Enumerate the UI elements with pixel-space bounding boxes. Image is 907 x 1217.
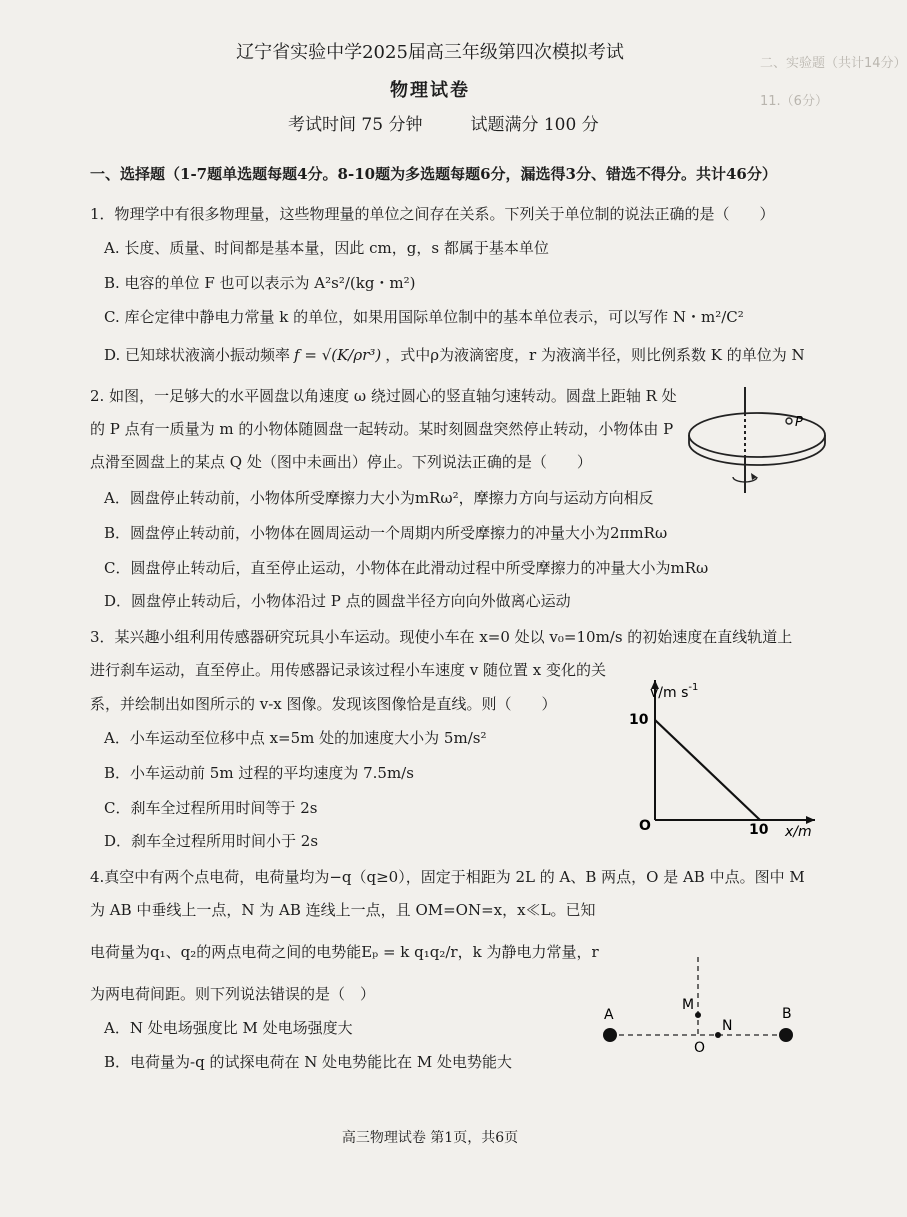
q2-option-a: A．圆盘停止转动前，小物体所受摩擦力大小为mRω²，摩擦力方向与运动方向相反 xyxy=(104,489,654,507)
label-m: M xyxy=(682,997,695,1013)
q2-line-1: 2. 如图，一足够大的水平圆盘以角速度 ω 绕过圆心的竖直轴匀速转动。圆盘上距轴 R 处 xyxy=(90,387,677,405)
q2-line-2: 的 P 点有一质量为 m 的小物体随圆盘一起转动。某时刻圆盘突然停止转动，小物体由 P xyxy=(90,420,674,438)
section-heading: 一、选择题（1-7题单选题每题4分。8-10题为多选题每题6分，漏选得3分、错选不得分。共计46分） xyxy=(90,165,777,183)
q1-stem: 1．物理学中有很多物理量，这些物理量的单位之间存在关系。下列关于单位制的说法正确的是（ ） xyxy=(90,205,775,223)
x-axis-label: x/m xyxy=(785,824,812,840)
q3-line-2: 进行刹车运动，直至停止。用传感器记录该过程小车速度 v 随位置 x 变化的关 xyxy=(90,661,607,679)
y-axis-label: v/m $s^{-1}$ xyxy=(650,682,699,701)
q1-option-d-pre: D. 已知球状液滴小振动频率 xyxy=(104,346,291,364)
exam-title: 辽宁省实验中学2025届高三年级第四次模拟考试 xyxy=(236,42,624,63)
disk-ellipse xyxy=(689,413,825,457)
q4-line-3: 电荷量为q₁、q₂的两点电荷之间的电势能Eₚ = k q₁q₂/r，k 为静电力常量，r xyxy=(90,943,599,961)
page-footer: 高三物理试卷 第1页，共6页 xyxy=(341,1130,519,1146)
q4-option-a: A．N 处电场强度比 M 处电场强度大 xyxy=(104,1019,353,1037)
q2-option-c: C．圆盘停止转动后，直至停止运动，小物体在此滑动过程中所受摩擦力的冲量大小为mRω xyxy=(104,559,709,577)
origin-label: O xyxy=(639,818,651,834)
q2-option-d: D．圆盘停止转动后，小物体沿过 P 点的圆盘半径方向向外做离心运动 xyxy=(104,592,571,610)
v-x-chart xyxy=(625,672,825,842)
exam-score: 试题满分 100 分 xyxy=(470,115,599,135)
rotating-disk-figure xyxy=(685,385,830,495)
q1-option-c: C. 库仑定律中静电力常量 k 的单位，如果用国际单位制中的基本单位表示，可以写作 N・m²/C² xyxy=(104,308,744,326)
q4-line-2: 为 AB 中垂线上一点，N 为 AB 连线上一点，且 OM=ON=x，x≪L。已知 xyxy=(90,901,596,919)
bleed-through-text: 11.（6分） xyxy=(760,94,828,109)
q3-line-3: 系，并绘制出如图所示的 v-x 图像。发现该图像恰是直线。则（ ） xyxy=(90,695,557,713)
q2-line-3: 点滑至圆盘上的某点 Q 处（图中未画出）停止。下列说法正确的是（ ） xyxy=(90,453,592,471)
q1-option-d-post: ，式中ρ为液滴密度，r 为液滴半径，则比例系数 K 的单位为 N xyxy=(385,346,805,364)
y-tick-label: 10 xyxy=(629,712,649,728)
label-o: O xyxy=(694,1040,706,1056)
exam-time: 考试时间 75 分钟 xyxy=(288,115,423,135)
bleed-through-text: 二、实验题（共计14分） xyxy=(760,56,907,71)
charge-b xyxy=(779,1028,793,1042)
q3-option-b: B．小车运动前 5m 过程的平均速度为 7.5m/s xyxy=(104,764,414,782)
q4-line-1: 4.真空中有两个点电荷，电荷量均为−q（q≥0），固定于相距为 2L 的 A、B 两点，O 是 AB 中点。图中 M xyxy=(90,868,805,886)
q1-option-a: A. 长度、质量、时间都是基本量，因此 cm，g，s 都属于基本单位 xyxy=(104,239,549,257)
q1-option-b: B. 电容的单位 F 也可以表示为 A²s²/(kg・m²) xyxy=(104,274,416,292)
q3-option-d: D．刹车全过程所用时间小于 2s xyxy=(104,832,319,850)
series-line xyxy=(655,720,760,820)
point-m xyxy=(695,1012,701,1018)
q3-option-c: C．刹车全过程所用时间等于 2s xyxy=(104,799,318,817)
q1-option-d xyxy=(104,344,805,365)
point-p-label: P xyxy=(795,415,803,430)
charges-figure xyxy=(590,955,805,1055)
q4-line-4: 为两电荷间距。则下列说法错误的是（ ） xyxy=(90,985,376,1003)
q4-option-b: B．电荷量为-q 的试探电荷在 N 处电势能比在 M 处电势能大 xyxy=(104,1053,513,1071)
q2-option-b: B．圆盘停止转动前，小物体在圆周运动一个周期内所受摩擦力的冲量大小为2πmRω xyxy=(104,524,668,542)
label-b: B xyxy=(782,1006,792,1022)
x-tick-label: 10 xyxy=(749,822,769,838)
q3-option-a: A．小车运动至位移中点 x=5m 处的加速度大小为 5m/s² xyxy=(104,729,487,747)
q3-line-1: 3．某兴趣小组利用传感器研究玩具小车运动。现使小车在 x=0 处以 v₀=10m/s 的初始速度在直线轨道上 xyxy=(90,628,793,646)
q1-option-d-formula: f = √(K/ρr³) xyxy=(294,346,382,364)
subject-title: 物理试卷 xyxy=(390,80,470,101)
label-n: N xyxy=(722,1018,733,1034)
point-n xyxy=(715,1032,721,1038)
exam-info xyxy=(288,110,599,135)
label-a: A xyxy=(604,1007,614,1023)
x-axis-arrow xyxy=(806,816,815,824)
charge-a xyxy=(603,1028,617,1042)
